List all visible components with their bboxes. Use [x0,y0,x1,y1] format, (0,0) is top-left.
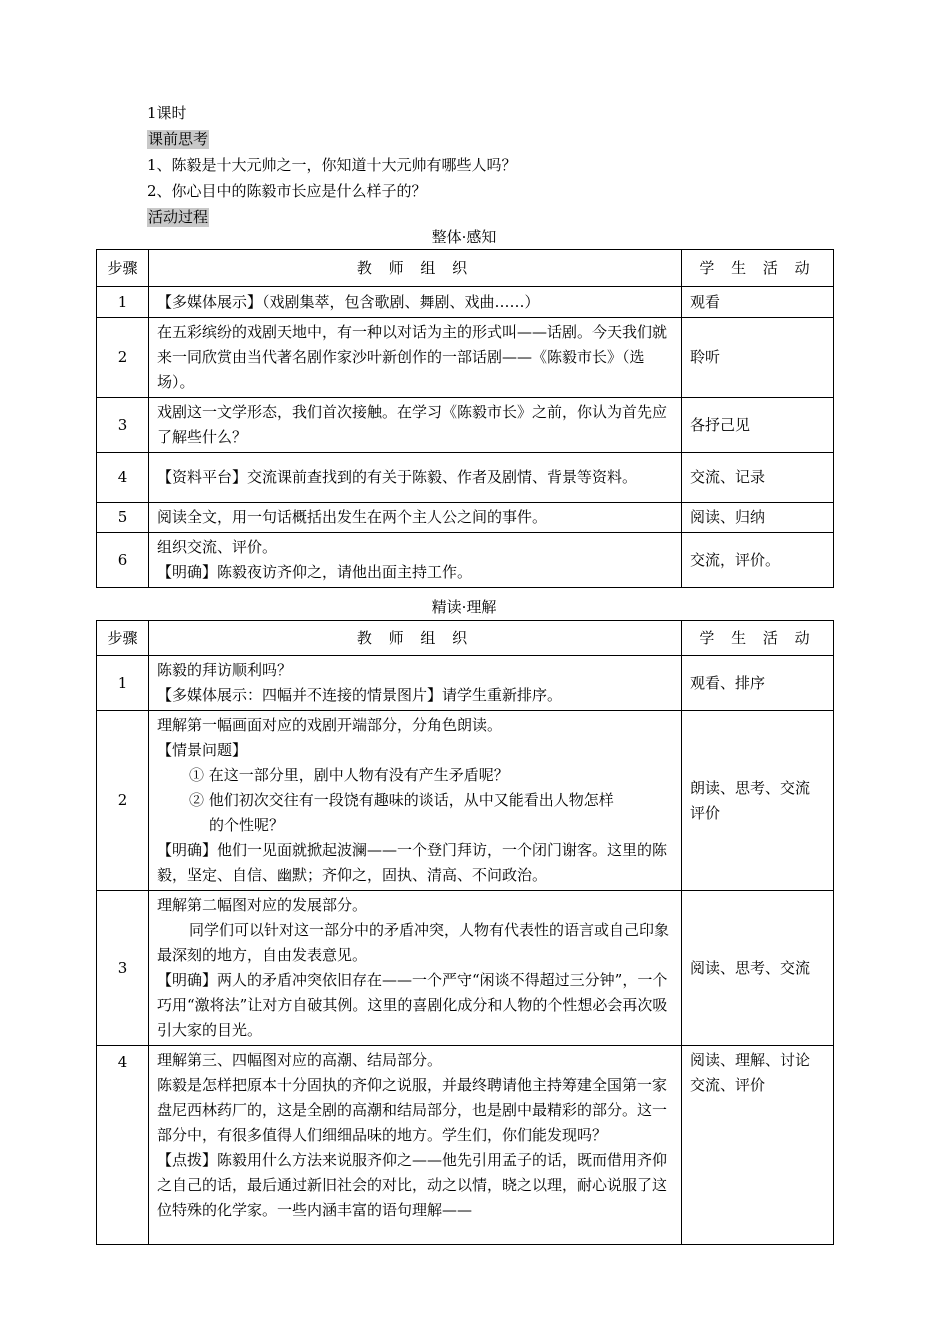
table-row [97,318,834,398]
table-header-row [97,621,834,656]
step-number: 3 [97,398,149,453]
header-teacher: 教 师 组 织 [149,250,682,287]
student-text: 阅读、归纳 [690,508,766,526]
teacher-text: 【情景问题】 [157,741,248,759]
teacher-text: 陈毅是怎样把原本十分固执的齐仰之说服，并最终聘请他主持筹建全国第一家盘尼西林药厂的，这是全剧的高潮和结局部分，也是剧中最精彩的部分。这一部分中，有很多值得人们细细品味的地方。学生们，你们能发现吗？ [157,1076,668,1144]
table-header-row [97,250,834,287]
table-row [97,533,834,588]
intensive-table [96,620,834,1245]
intro [147,100,847,230]
student-text: 交流、评价 [690,1076,766,1094]
teacher-text: 【资料平台】交流课前查找到的有关于陈毅、作者及剧情、背景等资料。 [157,468,638,486]
section-title-overall: 整体·感知 [431,228,497,246]
teacher-text: 组织交流、评价。 [157,538,278,556]
table-row [97,287,834,318]
student-text: 观看、排序 [690,673,766,692]
student-text: 朗读、思考、交流 [690,778,811,797]
student-text: 聆听 [690,348,721,366]
teacher-text: 理解第一幅画面对应的戏剧开端部分，分角色朗读。 [157,716,503,734]
teacher-text: 【点拨】陈毅用什么方法来说服齐仰之——他先引用孟子的话，既而借用齐仰之自己的话，最后通过新旧社会的对比，动之以情，晓之以理，耐心说服了这位特殊的化学家。一些内涵丰富的语句理解—— [157,1151,668,1219]
table-row [97,1046,834,1245]
header-student: 学 生 活 动 [682,621,834,656]
student-text: 评价 [690,803,721,822]
step-number: 5 [97,503,149,533]
teacher-text: 陈毅的拜访顺利吗？ [157,661,293,679]
step-number: 4 [97,453,149,503]
question-2: 2、你心目中的陈毅市长应是什么样子的？ [147,182,427,200]
header-step: 步骤 [97,621,149,656]
student-text: 阅读、理解、讨论 [690,1051,811,1069]
teacher-text: 【明确】两人的矛盾冲突依旧存在——一个严守“闲谈不得超过三分钟”，一个巧用“激将法”让对方自破其例。这里的喜剧化成分和人物的个性想必会再次吸引大家的目光。 [157,971,668,1039]
teacher-text: 【多媒体展示：四幅并不连接的情景图片】请学生重新排序。 [157,686,563,704]
overall-table [96,249,834,588]
step-number: 4 [97,1046,149,1245]
question-1: 1、陈毅是十大元帅之一，你知道十大元帅有哪些人吗？ [147,156,517,174]
student-text: 观看 [690,292,721,311]
teacher-text: 【明确】陈毅夜访齐仰之，请他出面主持工作。 [157,563,473,581]
step-number: 6 [97,533,149,588]
teacher-text: 理解第二幅图对应的发展部分。 [157,896,368,914]
teacher-text: 戏剧这一文学形态，我们首次接触。在学习《陈毅市长》之前，你认为首先应了解些什么？ [157,403,668,446]
teacher-text: ② 他们初次交往有一段饶有趣味的谈话，从中又能看出人物怎样 [189,791,614,809]
student-text: 交流、记录 [690,468,766,486]
table-row [97,711,834,891]
step-number: 3 [97,891,149,1046]
teacher-text: 的个性呢？ [209,816,285,834]
pre-class-heading: 课前思考 [148,130,209,148]
class-hours: 1课时 [147,104,187,122]
teacher-text: 阅读全文，用一句话概括出发生在两个主人公之间的事件。 [157,508,548,526]
header-teacher: 教 师 组 织 [149,621,682,656]
step-number: 2 [97,318,149,398]
table-row [97,891,834,1046]
student-text: 交流，评价。 [690,550,781,569]
section-title-intensive: 精读·理解 [431,598,497,616]
table-row [97,503,834,533]
header-student: 学 生 活 动 [682,250,834,287]
step-number: 1 [97,656,149,711]
teacher-text: 同学们可以针对这一部分中的矛盾冲突，人物有代表性的语言或自己印象最深刻的地方，自由发表意见。 [157,921,670,964]
teacher-text: 【明确】他们一见面就掀起波澜——一个登门拜访，一个闭门谢客。这里的陈毅，坚定、自信、幽默；齐仰之，固执、清高、不问政治。 [157,841,668,884]
step-number: 1 [97,287,149,318]
step-number: 2 [97,711,149,891]
teacher-text: ① 在这一部分里，剧中人物有没有产生矛盾呢？ [189,766,509,784]
table-row [97,453,834,503]
process-heading: 活动过程 [148,208,209,226]
teacher-text: 理解第三、四幅图对应的高潮、结局部分。 [157,1051,443,1069]
teacher-text: 【多媒体展示】（戏剧集萃，包含歌剧、舞剧、戏曲……） [157,292,540,311]
teacher-text: 在五彩缤纷的戏剧天地中，有一种以对话为主的形式叫——话剧。今天我们就来一同欣赏由当代著名剧作家沙叶新创作的一部话剧——《陈毅市长》（选场）。 [157,323,668,391]
table-row [97,656,834,711]
table-row [97,398,834,453]
student-text: 各抒己见 [690,415,751,434]
student-text: 阅读、思考、交流 [690,958,811,977]
header-step: 步骤 [97,250,149,287]
